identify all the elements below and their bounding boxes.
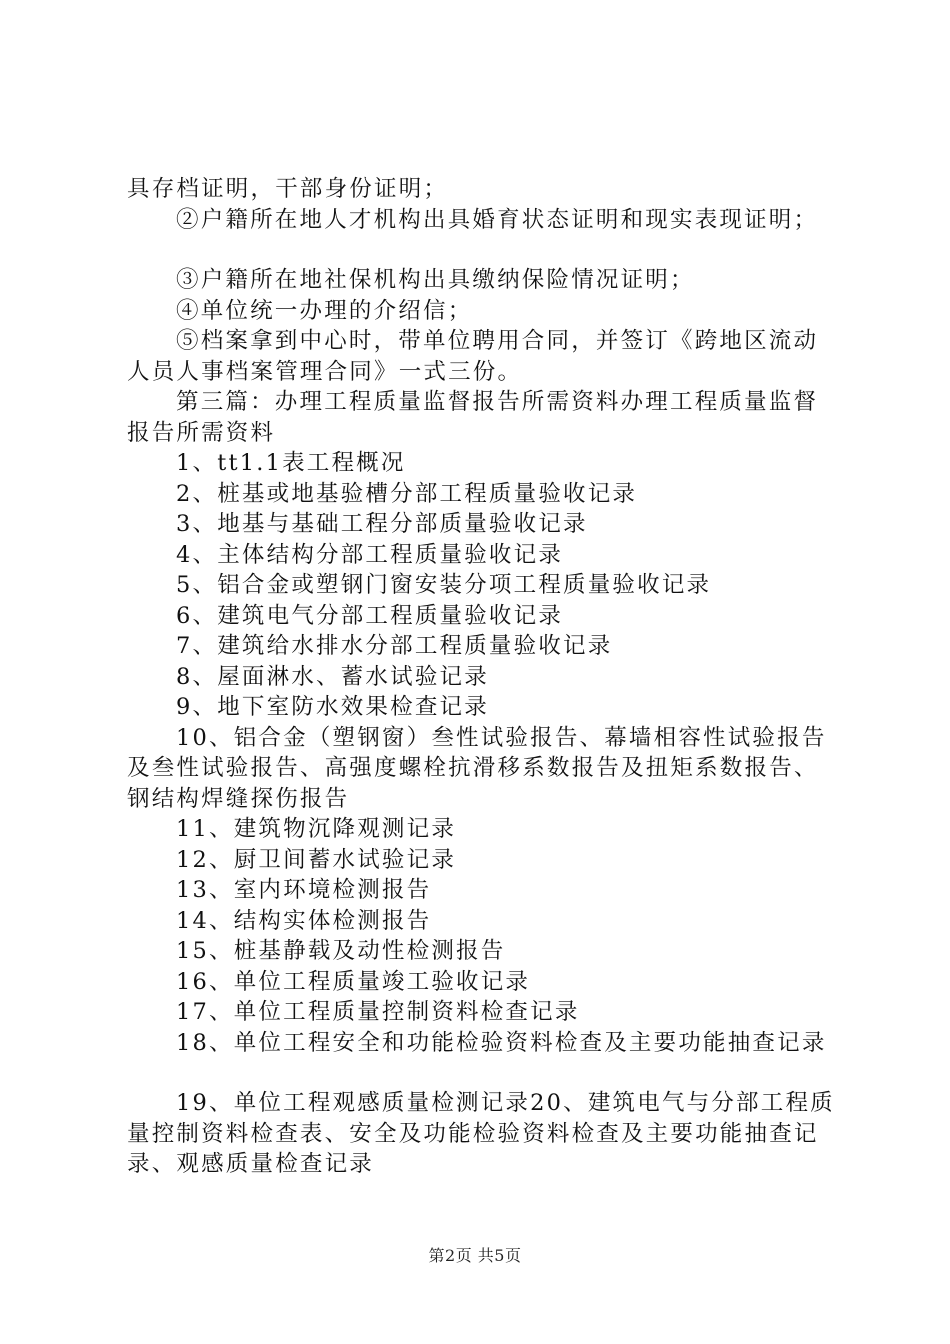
list-item: 4、主体结构分部工程质量验收记录 [176,541,564,568]
list-item: 11、建筑物沉降观测记录 [176,816,457,842]
list-item: 12、厨卫间蓄水试验记录 [176,846,457,873]
list-item: 7、建筑给水排水分部工程质量验收记录 [176,633,613,659]
list-item: 14、结构实体检测报告 [176,907,432,934]
paragraph-item-2: ②户籍所在地人才机构出具婚育状态证明和现实表现证明； [176,206,819,233]
list-item: 13、室内环境检测报告 [176,877,432,903]
list-item: 2、桩基或地基验槽分部工程质量验收记录 [176,480,638,507]
list-item: 3、地基与基础工程分部质量验收记录 [176,511,588,537]
list-item: 19、单位工程观感质量检测记录20、建筑电气与分部工程质量控制资料检查表、安全及功能检验资料检查及主要功能抽查记录、观感质量检查记录 [127,1090,835,1177]
list-item: 18、单位工程安全和功能检验资料检查及主要功能抽查记录 [176,1029,827,1056]
list-item: 10、铝合金（塑钢窗）叁性试验报告、幕墙相容性试验报告及叁性试验报告、高强度螺栓抗滑移系数报告及扭矩系数报告、钢结构焊缝探伤报告 [127,724,827,812]
section-heading-part-three: 第三篇：办理工程质量监督报告所需资料办理工程质量监督报告所需资料 [127,389,819,446]
list-item: 5、铝合金或塑钢门窗安装分项工程质量验收记录 [176,572,712,598]
list-item: 17、单位工程质量控制资料检查记录 [176,999,580,1025]
list-item: 8、屋面淋水、蓄水试验记录 [176,663,489,690]
document-body [127,174,839,1180]
list-item: 9、地下室防水效果检查记录 [176,694,489,720]
list-item: 15、桩基静载及动性检测报告 [176,938,506,964]
page-number-footer: 第2页 共5页 [428,1246,522,1265]
paragraph-archive-proof: 具存档证明，干部身份证明； [127,176,449,202]
list-item: 1、tt1.1表工程概况 [176,450,406,476]
paragraph-item-3: ③户籍所在地社保机构出具缴纳保险情况证明； [176,267,695,293]
paragraph-item-5: ⑤档案拿到中心时，带单位聘用合同，并签订《跨地区流动人员人事档案管理合同》一式三份。 [127,328,819,385]
paragraph-item-4: ④单位统一办理的介绍信； [176,297,473,324]
list-item: 6、建筑电气分部工程质量验收记录 [176,602,564,629]
list-item: 16、单位工程质量竣工验收记录 [176,968,531,995]
